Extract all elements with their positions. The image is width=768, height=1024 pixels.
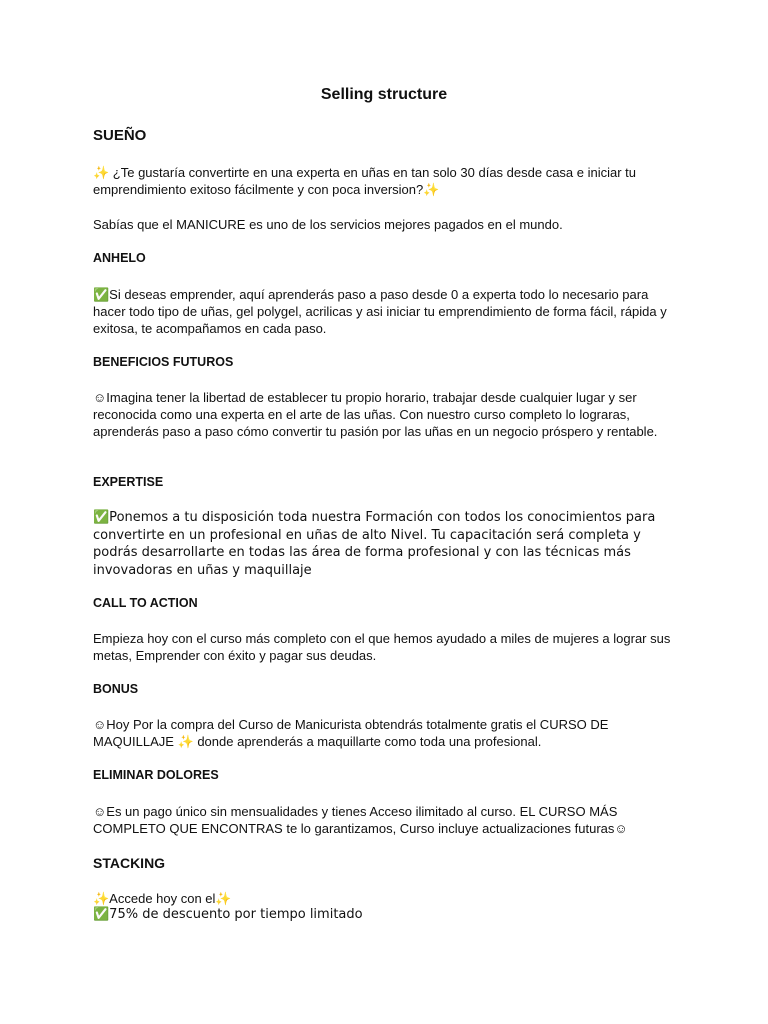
section-heading-stacking: STACKING — [93, 855, 166, 871]
paragraph-bonus: ☺Hoy Por la compra del Curso de Manicurista obtendrás totalmente gratis el CURSO DE MAQUILLAJE ✨ donde aprenderás a maquillarte como toda una profesional. — [93, 717, 609, 749]
paragraph-manicure-fact: Sabías que el MANICURE es uno de los servicios mejores pagados en el mundo. — [93, 217, 563, 232]
paragraph-expertise: ✅Ponemos a tu disposición toda nuestra Formación con todos los conocimientos para convertirte en un profesional en uñas de alto Nivel. Tu capacitación será completa y podrás desarrollarte en todas las área de forma profesional y con las técnicas más invovadoras en uñas y maquillaje — [93, 510, 656, 578]
section-heading-bonus: BONUS — [93, 682, 139, 696]
page-title: Selling structure — [320, 86, 448, 103]
paragraph-stacking-access: ✨Accede hoy con el✨ — [93, 891, 232, 906]
paragraph-beneficios: ☺Imagina tener la libertad de establecer tu propio horario, trabajar desde cualquier lugar y ser reconocida como una experta en el arte de las uñas. Con nuestro curso completo lo lograras, aprenderás paso a paso cómo convertir tu pasión por las uñas en un negocio próspero y rentable. — [93, 390, 658, 439]
paragraph-anhelo: ✅Si deseas emprender, aquí aprenderás paso a paso desde 0 a experta todo lo necesario para hacer todo tipo de uñas, gel polygel, acrilicas y asi iniciar tu emprendimiento de forma fácil, rápida y exitosa, te acompañamos en cada paso. — [93, 287, 667, 336]
section-heading-expertise: EXPERTISE — [93, 475, 164, 489]
section-heading-call-to-action: CALL TO ACTION — [93, 596, 198, 610]
paragraph-eliminar-dolores: ☺Es un pago único sin mensualidades y tienes Acceso ilimitado al curso. EL CURSO MÁS COMPLETO QUE ENCONTRAS te lo garantizamos, Curso incluye actualizaciones futuras☺ — [93, 804, 628, 836]
paragraph-stacking-discount: ✅75% de descuento por tiempo limitado — [93, 907, 363, 922]
section-heading-sueno: SUEÑO — [93, 127, 147, 144]
paragraph-sueno-question: ✨ ¿Te gustaría convertirte en una experta en uñas en tan solo 30 días desde casa e iniciar tu emprendimiento exitoso fácilmente y con poca inversion?✨ — [93, 165, 637, 197]
paragraph-call-to-action: Empieza hoy con el curso más completo con el que hemos ayudado a miles de mujeres a lograr sus metas, Emprender con éxito y pagar sus deudas. — [93, 631, 671, 663]
section-heading-eliminar-dolores: ELIMINAR DOLORES — [93, 768, 219, 782]
section-heading-beneficios: BENEFICIOS FUTUROS — [93, 355, 234, 369]
section-heading-anhelo: ANHELO — [93, 251, 146, 265]
